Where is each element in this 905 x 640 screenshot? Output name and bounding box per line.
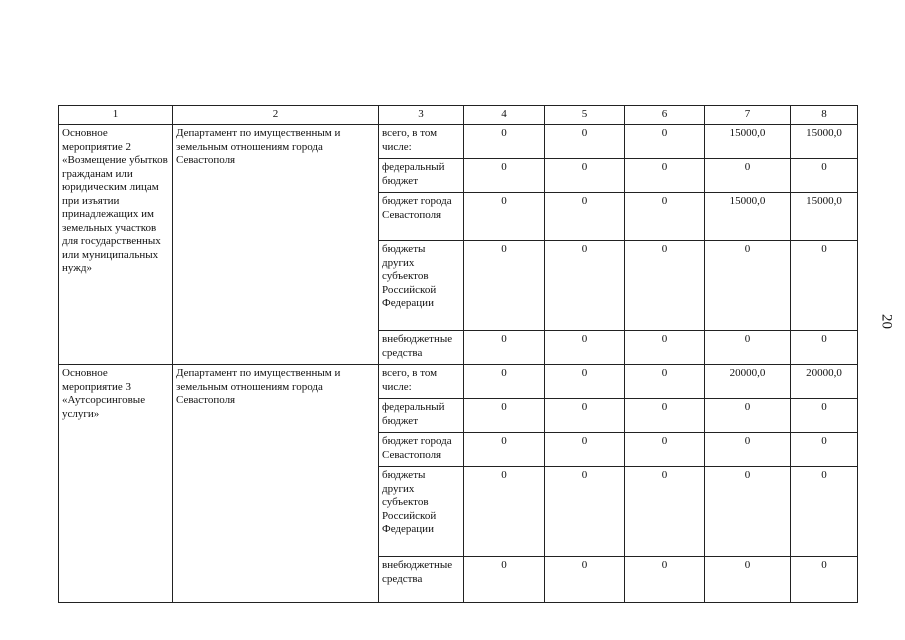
funding-source: бюджет города Севастополя bbox=[379, 433, 464, 467]
funding-source: федеральный бюджет bbox=[379, 399, 464, 433]
value-cell: 0 bbox=[625, 365, 705, 399]
value-cell: 0 bbox=[464, 125, 545, 159]
value-cell: 0 bbox=[625, 159, 705, 193]
value-cell: 20000,0 bbox=[791, 365, 858, 399]
value-cell: 0 bbox=[625, 193, 705, 241]
value-cell: 0 bbox=[464, 241, 545, 331]
column-header: 1 bbox=[59, 106, 173, 125]
value-cell: 0 bbox=[625, 433, 705, 467]
value-cell: 0 bbox=[464, 433, 545, 467]
value-cell: 0 bbox=[705, 331, 791, 365]
value-cell: 0 bbox=[464, 159, 545, 193]
funding-source: бюджет города Севастополя bbox=[379, 193, 464, 241]
value-cell: 0 bbox=[791, 159, 858, 193]
budget-table bbox=[58, 105, 858, 603]
responsible-department: Департамент по имущественным и земельным отношениям города Севастополя bbox=[173, 125, 379, 365]
value-cell: 0 bbox=[705, 467, 791, 557]
value-cell: 0 bbox=[625, 241, 705, 331]
value-cell: 0 bbox=[464, 467, 545, 557]
table-row bbox=[59, 125, 858, 159]
page-number: 20 bbox=[878, 314, 895, 329]
table-row bbox=[59, 365, 858, 399]
activity-title: Основное мероприятие 2 «Возмещение убытков гражданам или юридическим лицам при изъятии принадлежащих им земельных участков для государственных или муниципальных нужд» bbox=[59, 125, 173, 365]
funding-source: внебюджетные средства bbox=[379, 331, 464, 365]
value-cell: 0 bbox=[705, 433, 791, 467]
responsible-department: Департамент по имущественным и земельным отношениям города Севастополя bbox=[173, 365, 379, 603]
value-cell: 0 bbox=[545, 433, 625, 467]
value-cell: 0 bbox=[545, 557, 625, 603]
funding-source: федеральный бюджет bbox=[379, 159, 464, 193]
value-cell: 0 bbox=[625, 557, 705, 603]
column-header: 6 bbox=[625, 106, 705, 125]
value-cell: 0 bbox=[791, 399, 858, 433]
column-header: 3 bbox=[379, 106, 464, 125]
activity-title: Основное мероприятие 3 «Аутсорсинговые услуги» bbox=[59, 365, 173, 603]
value-cell: 0 bbox=[791, 241, 858, 331]
value-cell: 0 bbox=[705, 159, 791, 193]
value-cell: 0 bbox=[464, 365, 545, 399]
header-row bbox=[59, 106, 858, 125]
value-cell: 0 bbox=[791, 557, 858, 603]
value-cell: 0 bbox=[625, 125, 705, 159]
value-cell: 0 bbox=[791, 331, 858, 365]
value-cell: 0 bbox=[545, 399, 625, 433]
value-cell: 0 bbox=[545, 241, 625, 331]
value-cell: 0 bbox=[464, 399, 545, 433]
value-cell: 0 bbox=[464, 193, 545, 241]
column-header: 5 bbox=[545, 106, 625, 125]
column-header: 2 bbox=[173, 106, 379, 125]
value-cell: 0 bbox=[464, 331, 545, 365]
value-cell: 20000,0 bbox=[705, 365, 791, 399]
value-cell: 15000,0 bbox=[791, 125, 858, 159]
value-cell: 0 bbox=[705, 557, 791, 603]
value-cell: 15000,0 bbox=[705, 193, 791, 241]
column-header: 8 bbox=[791, 106, 858, 125]
value-cell: 15000,0 bbox=[705, 125, 791, 159]
funding-source: внебюджетные средства bbox=[379, 557, 464, 603]
value-cell: 0 bbox=[545, 365, 625, 399]
funding-source: всего, в том числе: bbox=[379, 365, 464, 399]
value-cell: 0 bbox=[705, 241, 791, 331]
column-header: 4 bbox=[464, 106, 545, 125]
value-cell: 0 bbox=[545, 125, 625, 159]
value-cell: 0 bbox=[791, 467, 858, 557]
funding-source: бюджеты других субъектов Российской Федерации bbox=[379, 467, 464, 557]
value-cell: 15000,0 bbox=[791, 193, 858, 241]
value-cell: 0 bbox=[545, 193, 625, 241]
value-cell: 0 bbox=[705, 399, 791, 433]
value-cell: 0 bbox=[791, 433, 858, 467]
value-cell: 0 bbox=[545, 467, 625, 557]
column-header: 7 bbox=[705, 106, 791, 125]
value-cell: 0 bbox=[464, 557, 545, 603]
value-cell: 0 bbox=[625, 399, 705, 433]
value-cell: 0 bbox=[545, 159, 625, 193]
value-cell: 0 bbox=[625, 331, 705, 365]
funding-source: всего, в том числе: bbox=[379, 125, 464, 159]
value-cell: 0 bbox=[625, 467, 705, 557]
funding-source: бюджеты других субъектов Российской Федерации bbox=[379, 241, 464, 331]
value-cell: 0 bbox=[545, 331, 625, 365]
